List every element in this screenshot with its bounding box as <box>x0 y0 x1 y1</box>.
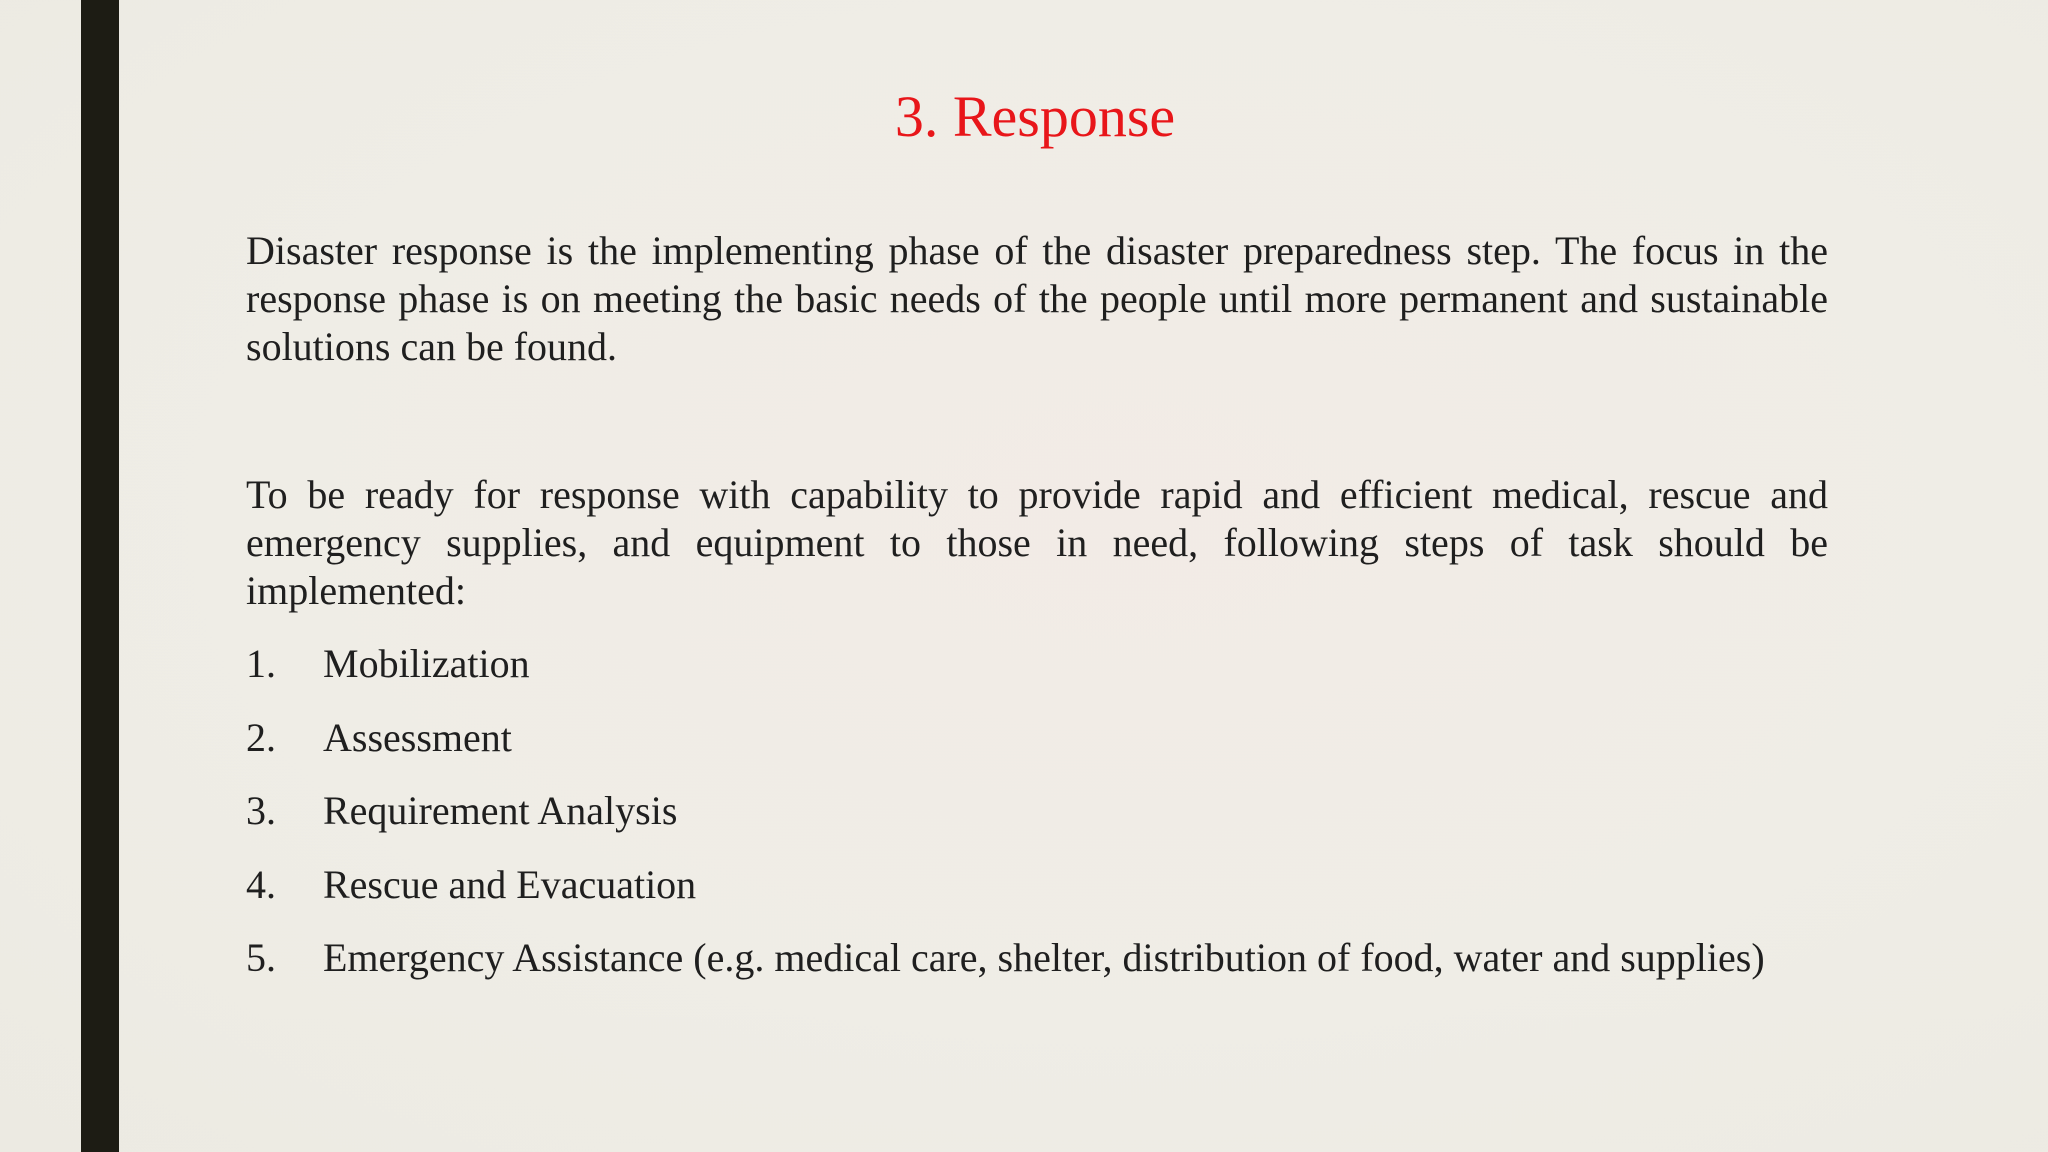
list-item <box>246 714 1828 762</box>
step-text: Emergency Assistance (e.g. medical care, shelter, distribution of food, water and supplies) <box>323 935 1765 980</box>
step-number: 2. <box>246 714 276 760</box>
step-text: Mobilization <box>323 641 530 686</box>
step-number: 1. <box>246 641 276 686</box>
list-item <box>246 861 1828 909</box>
step-number: 4. <box>246 861 276 907</box>
step-text: Rescue and Evacuation <box>323 861 697 907</box>
intro-paragraph: Disaster response is the implementing phase of the disaster preparedness step. The focus in the response phase is on meeting the basic needs of the people until more permanent and sustainable solutions can be found. <box>246 228 1828 369</box>
slide-title: 3. Response <box>894 84 1176 149</box>
step-text: Assessment <box>323 714 512 760</box>
step-text: Requirement Analysis <box>323 788 678 833</box>
list-item <box>246 640 1828 688</box>
list-item <box>246 787 1828 835</box>
step-number: 3. <box>246 788 276 833</box>
list-item <box>246 934 1828 982</box>
readiness-paragraph: To be ready for response with capability to provide rapid and efficient medical, rescue and emergency supplies, and equipment to those in need, following steps of task should be implemented: <box>246 472 1828 613</box>
response-steps-list <box>246 640 1828 1008</box>
step-number: 5. <box>246 935 276 980</box>
decorative-side-bar <box>81 0 119 1152</box>
